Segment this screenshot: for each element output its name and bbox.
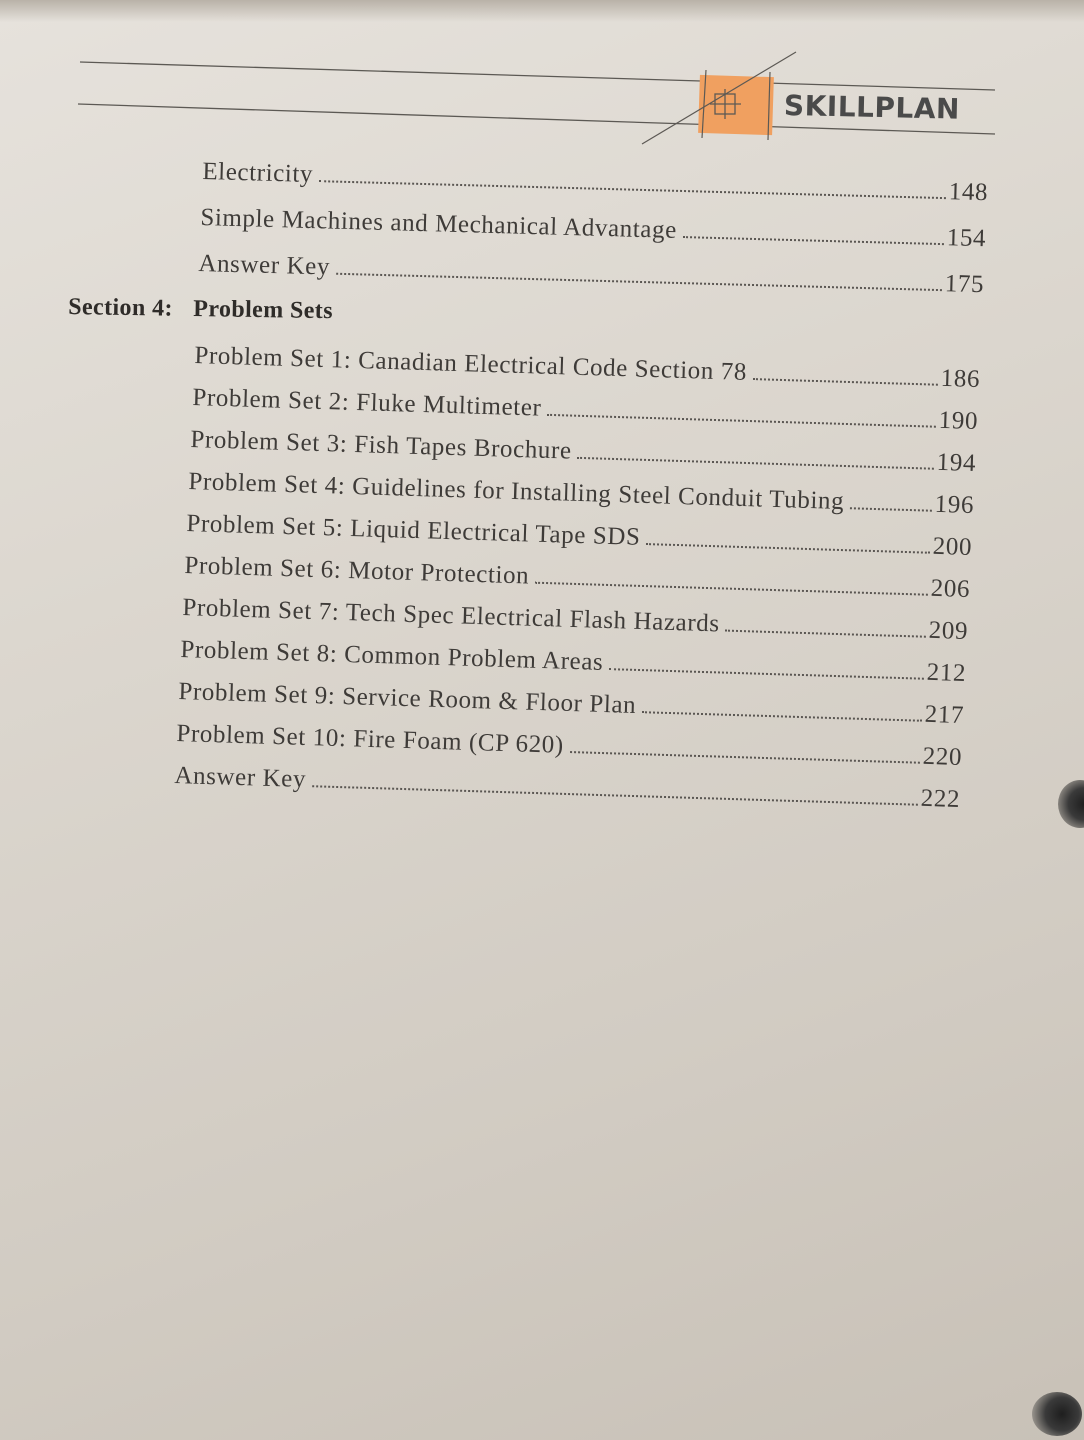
toc-entry-page: 209 [928,616,969,646]
toc-entry [186,510,972,562]
dot-leader [319,180,946,199]
toc-entry-title: Problem Set 2: Fluke Multimeter [192,384,542,422]
section-label: Section 4: [68,294,174,322]
toc-entry [184,552,970,604]
toc-entry-page: 200 [932,532,973,562]
dot-leader [850,507,932,511]
brand-name: SKILLPLAN [783,89,961,126]
toc-entry-title: Problem Set 3: Fish Tapes Brochure [190,426,573,465]
toc-entry-title: Problem Set 9: Service Room & Floor Plan [178,678,637,719]
toc-entry [180,636,966,688]
toc-entry-page: 154 [946,224,987,253]
toc-entry-page: 175 [944,270,985,299]
dot-leader [753,378,938,386]
dot-leader [609,668,924,680]
toc-entry [194,342,980,394]
dot-leader [570,751,920,764]
toc-entry-title: Problem Set 8: Common Problem Areas [180,636,604,676]
toc-entry-title: Answer Key [174,762,307,794]
toc-entry-title: Electricity [202,158,314,188]
dot-leader [642,711,922,722]
toc-entry [190,426,976,478]
toc-entry-page: 212 [926,658,967,688]
toc-entry-title: Problem Set 5: Liquid Electrical Tape SDS [186,510,641,551]
toc-entry-page: 222 [920,784,961,814]
dot-leader [683,236,944,245]
toc-entry [176,720,962,772]
toc-entry-page: 196 [934,490,975,520]
toc-entry-page: 206 [930,574,971,604]
toc-entry [188,468,974,520]
dot-leader [336,273,942,291]
toc-entry-title: Problem Set 1: Canadian Electrical Code Section 78 [194,342,748,386]
section-heading [68,294,333,325]
toc-entry-page: 194 [936,448,977,478]
toc-entry [192,384,978,436]
toc-entry-title: Answer Key [198,250,331,281]
toc-entry [174,762,960,814]
toc-entry [198,250,984,299]
toc-entry-title: Problem Set 7: Tech Spec Electrical Flash Hazards [182,594,721,638]
toc-entry-title: Problem Set 10: Fire Foam (CP 620) [176,720,565,759]
toc-entry [178,678,964,730]
toc-entry-page: 220 [922,742,963,772]
toc-entry [202,158,988,207]
toc-entry-page: 190 [938,406,979,436]
dot-leader [535,582,928,596]
dot-leader [312,785,918,806]
dot-leader [577,457,933,470]
toc-entry-page: 186 [940,364,981,394]
section-title: Problem Sets [193,295,334,325]
binder-ring-hole [1032,1392,1082,1436]
toc-entry-page: 148 [948,178,989,207]
dot-leader [547,414,935,428]
toc-entry-title: Problem Set 6: Motor Protection [184,552,530,590]
toc-entry-title: Simple Machines and Mechanical Advantage [200,204,678,244]
toc-entry [200,204,986,253]
dot-leader [725,630,925,638]
toc-entry [182,594,968,646]
toc-entry-page: 217 [924,700,965,730]
toc-entry-title: Problem Set 4: Guidelines for Installing Steel Conduit Tubing [188,468,845,516]
dot-leader [646,543,929,554]
